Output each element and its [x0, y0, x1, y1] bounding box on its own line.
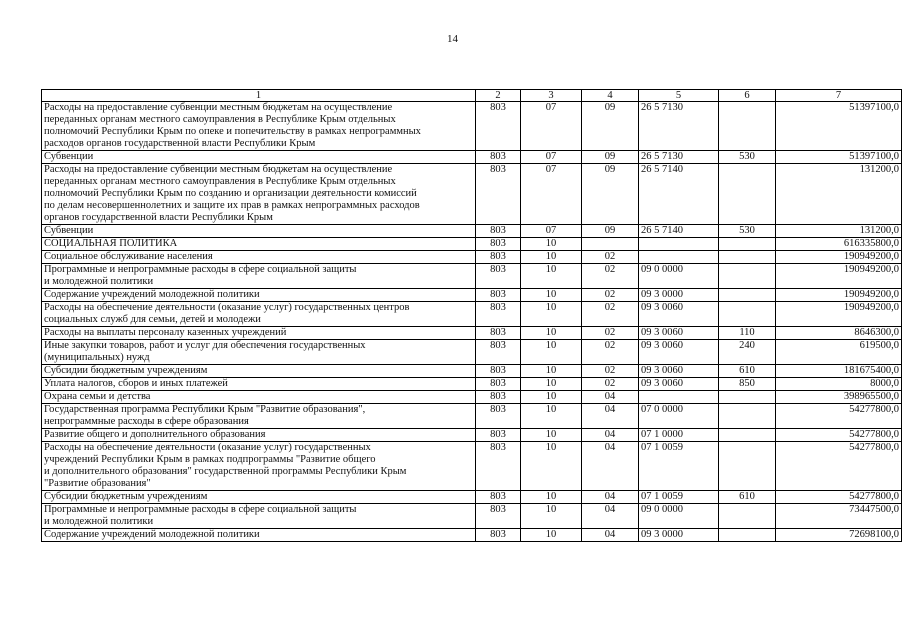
target-article-code: 09 3 0000 [639, 289, 719, 302]
table-row [42, 251, 902, 264]
amount: 398965500,0 [776, 391, 902, 404]
expense-description [42, 491, 476, 504]
table-row [42, 529, 902, 542]
expense-description [42, 391, 476, 404]
expense-description [42, 164, 476, 225]
target-article-code [639, 238, 719, 251]
ministry-code: 803 [476, 238, 521, 251]
description-line: Социальное обслуживание населения [44, 251, 213, 262]
expense-type-code: 850 [719, 378, 776, 391]
description-line: Субвенции [44, 151, 94, 162]
expense-type-code [719, 264, 776, 289]
subsection-code: 09 [582, 164, 639, 225]
target-article-code: 09 3 0060 [639, 365, 719, 378]
column-header: 6 [719, 90, 776, 102]
amount: 131200,0 [776, 225, 902, 238]
column-header: 2 [476, 90, 521, 102]
section-code: 10 [521, 504, 582, 529]
expense-description [42, 225, 476, 238]
ministry-code: 803 [476, 151, 521, 164]
section-code: 10 [521, 491, 582, 504]
ministry-code: 803 [476, 102, 521, 151]
expense-type-code [719, 391, 776, 404]
table-row [42, 302, 902, 327]
ministry-code: 803 [476, 164, 521, 225]
description-line: Развитие общего и дополнительного образования [44, 429, 266, 440]
expense-description [42, 504, 476, 529]
amount: 51397100,0 [776, 102, 902, 151]
description-line: полномочий Республики Крым по опеке и попечительству в рамках непрограммных [44, 126, 421, 137]
target-article-code: 09 0 0000 [639, 504, 719, 529]
table-row [42, 238, 902, 251]
description-line: Государственная программа Республики Крым "Развитие образования", [44, 404, 366, 415]
subsection-code: 09 [582, 151, 639, 164]
column-header: 1 [42, 90, 476, 102]
description-line: Уплата налогов, сборов и иных платежей [44, 378, 228, 389]
table-row [42, 429, 902, 442]
section-code: 10 [521, 378, 582, 391]
ministry-code: 803 [476, 340, 521, 365]
target-article-code: 09 0 0000 [639, 264, 719, 289]
table-row [42, 102, 902, 151]
expense-type-code [719, 404, 776, 429]
subsection-code: 04 [582, 442, 639, 491]
ministry-code: 803 [476, 365, 521, 378]
ministry-code: 803 [476, 529, 521, 542]
section-code: 10 [521, 264, 582, 289]
subsection-code: 04 [582, 391, 639, 404]
subsection-code: 09 [582, 225, 639, 238]
expense-description [42, 442, 476, 491]
subsection-code: 02 [582, 365, 639, 378]
expense-type-code: 530 [719, 225, 776, 238]
ministry-code: 803 [476, 504, 521, 529]
expense-description [42, 529, 476, 542]
column-header: 4 [582, 90, 639, 102]
amount: 54277800,0 [776, 491, 902, 504]
section-code: 10 [521, 289, 582, 302]
target-article-code: 07 1 0000 [639, 429, 719, 442]
description-line: Субсидии бюджетным учреждениям [44, 365, 208, 376]
ministry-code: 803 [476, 289, 521, 302]
expense-description [42, 102, 476, 151]
subsection-code: 04 [582, 404, 639, 429]
subsection-code: 04 [582, 504, 639, 529]
amount: 73447500,0 [776, 504, 902, 529]
target-article-code: 26 5 7140 [639, 225, 719, 238]
target-article-code: 09 3 0060 [639, 327, 719, 340]
column-header: 3 [521, 90, 582, 102]
amount: 190949200,0 [776, 302, 902, 327]
description-line: Расходы на предоставление субвенции местным бюджетам на осуществление [44, 164, 393, 175]
expense-type-code [719, 164, 776, 225]
description-line: переданных органам местного самоуправления в Республике Крым отдельных [44, 176, 396, 187]
column-header: 7 [776, 90, 902, 102]
amount: 619500,0 [776, 340, 902, 365]
table-row [42, 164, 902, 225]
description-line: по делам несовершеннолетних и защите их прав в рамках непрограммных расходов [44, 200, 420, 211]
section-code: 07 [521, 151, 582, 164]
expense-description [42, 289, 476, 302]
ministry-code: 803 [476, 391, 521, 404]
amount: 131200,0 [776, 164, 902, 225]
target-article-code: 09 3 0060 [639, 378, 719, 391]
ministry-code: 803 [476, 225, 521, 238]
target-article-code: 07 1 0059 [639, 442, 719, 491]
target-article-code: 09 3 0000 [639, 529, 719, 542]
description-line: (муниципальных) нужд [44, 352, 150, 363]
expense-type-code [719, 442, 776, 491]
description-line: Субвенции [44, 225, 94, 236]
amount: 181675400,0 [776, 365, 902, 378]
section-code: 10 [521, 251, 582, 264]
page-number: 14 [447, 33, 458, 45]
subsection-code: 04 [582, 429, 639, 442]
expense-description [42, 264, 476, 289]
table-row [42, 327, 902, 340]
description-line: и молодежной политики [44, 276, 154, 287]
section-code: 10 [521, 429, 582, 442]
ministry-code: 803 [476, 378, 521, 391]
description-line: непрограммные расходы в сфере образования [44, 416, 249, 427]
amount: 8646300,0 [776, 327, 902, 340]
ministry-code: 803 [476, 491, 521, 504]
expense-type-code: 610 [719, 365, 776, 378]
description-line: социальных служб для семьи, детей и молодежи [44, 314, 261, 325]
table-row [42, 340, 902, 365]
description-line: Содержание учреждений молодежной политики [44, 289, 260, 300]
description-line: Расходы на предоставление субвенции местным бюджетам на осуществление [44, 102, 393, 113]
section-code: 10 [521, 365, 582, 378]
description-line: Субсидии бюджетным учреждениям [44, 491, 208, 502]
description-line: учреждений Республики Крым в рамках подпрограммы "Развитие общего [44, 454, 376, 465]
ministry-code: 803 [476, 429, 521, 442]
table-row [42, 491, 902, 504]
section-code: 07 [521, 102, 582, 151]
target-article-code: 26 5 7130 [639, 102, 719, 151]
description-line: полномочий Республики Крым по созданию и организации деятельности комиссий [44, 188, 417, 199]
amount: 54277800,0 [776, 442, 902, 491]
table-row [42, 264, 902, 289]
table-row [42, 378, 902, 391]
target-article-code: 09 3 0060 [639, 302, 719, 327]
description-line: и дополнительного образования" государственной программы Республики Крым [44, 466, 407, 477]
description-line: Расходы на обеспечение деятельности (оказание услуг) государственных центров [44, 302, 410, 313]
subsection-code: 02 [582, 302, 639, 327]
expense-description [42, 429, 476, 442]
expense-description [42, 365, 476, 378]
subsection-code: 04 [582, 529, 639, 542]
amount: 51397100,0 [776, 151, 902, 164]
amount: 190949200,0 [776, 251, 902, 264]
description-line: Содержание учреждений молодежной политики [44, 529, 260, 540]
description-line: переданных органам местного самоуправления в Республике Крым отдельных [44, 114, 396, 125]
description-line: Расходы на выплаты персоналу казенных учреждений [44, 327, 287, 338]
expense-type-code: 610 [719, 491, 776, 504]
expense-description [42, 340, 476, 365]
subsection-code: 02 [582, 340, 639, 365]
budget-table [41, 89, 902, 542]
description-line: СОЦИАЛЬНАЯ ПОЛИТИКА [44, 238, 178, 249]
table-row [42, 151, 902, 164]
table-row [42, 365, 902, 378]
expense-description [42, 327, 476, 340]
expense-type-code [719, 302, 776, 327]
ministry-code: 803 [476, 404, 521, 429]
target-article-code [639, 251, 719, 264]
subsection-code: 02 [582, 251, 639, 264]
ministry-code: 803 [476, 442, 521, 491]
expense-description [42, 151, 476, 164]
description-line: "Развитие образования" [44, 478, 151, 489]
subsection-code: 02 [582, 264, 639, 289]
amount: 616335800,0 [776, 238, 902, 251]
subsection-code: 02 [582, 289, 639, 302]
expense-description [42, 378, 476, 391]
amount: 72698100,0 [776, 529, 902, 542]
section-code: 10 [521, 391, 582, 404]
target-article-code: 09 3 0060 [639, 340, 719, 365]
target-article-code: 07 0 0000 [639, 404, 719, 429]
description-line: Иные закупки товаров, работ и услуг для обеспечения государственных [44, 340, 366, 351]
amount: 54277800,0 [776, 404, 902, 429]
expense-type-code [719, 102, 776, 151]
expense-type-code: 110 [719, 327, 776, 340]
table-row [42, 442, 902, 491]
amount: 54277800,0 [776, 429, 902, 442]
description-line: Программные и непрограммные расходы в сфере социальной защиты [44, 504, 357, 515]
expense-type-code [719, 429, 776, 442]
description-line: Охрана семьи и детства [44, 391, 151, 402]
expense-type-code [719, 251, 776, 264]
description-line: Программные и непрограммные расходы в сфере социальной защиты [44, 264, 357, 275]
section-code: 10 [521, 442, 582, 491]
subsection-code: 02 [582, 327, 639, 340]
section-code: 10 [521, 404, 582, 429]
ministry-code: 803 [476, 327, 521, 340]
table-row [42, 289, 902, 302]
section-code: 10 [521, 529, 582, 542]
description-line: и молодежной политики [44, 516, 154, 527]
table-row [42, 225, 902, 238]
section-code: 07 [521, 225, 582, 238]
ministry-code: 803 [476, 264, 521, 289]
ministry-code: 803 [476, 251, 521, 264]
expense-type-code [719, 529, 776, 542]
expense-type-code [719, 504, 776, 529]
description-line: расходов органов государственной власти Республики Крым [44, 138, 316, 149]
description-line: органов государственной власти Республики Крым [44, 212, 273, 223]
expense-type-code: 530 [719, 151, 776, 164]
target-article-code: 07 1 0059 [639, 491, 719, 504]
subsection-code: 09 [582, 102, 639, 151]
amount: 190949200,0 [776, 289, 902, 302]
expense-description [42, 302, 476, 327]
expense-description [42, 404, 476, 429]
subsection-code: 04 [582, 491, 639, 504]
subsection-code [582, 238, 639, 251]
expense-type-code [719, 289, 776, 302]
amount: 8000,0 [776, 378, 902, 391]
table-row [42, 391, 902, 404]
expense-type-code [719, 238, 776, 251]
subsection-code: 02 [582, 378, 639, 391]
section-code: 07 [521, 164, 582, 225]
table-row [42, 504, 902, 529]
section-code: 10 [521, 327, 582, 340]
ministry-code: 803 [476, 302, 521, 327]
target-article-code: 26 5 7140 [639, 164, 719, 225]
target-article-code [639, 391, 719, 404]
table-row [42, 404, 902, 429]
amount: 190949200,0 [776, 264, 902, 289]
section-code: 10 [521, 238, 582, 251]
section-code: 10 [521, 340, 582, 365]
description-line: Расходы на обеспечение деятельности (оказание услуг) государственных [44, 442, 371, 453]
expense-type-code: 240 [719, 340, 776, 365]
target-article-code: 26 5 7130 [639, 151, 719, 164]
expense-description [42, 238, 476, 251]
section-code: 10 [521, 302, 582, 327]
column-header: 5 [639, 90, 719, 102]
column-number-row [42, 90, 902, 102]
expense-description [42, 251, 476, 264]
